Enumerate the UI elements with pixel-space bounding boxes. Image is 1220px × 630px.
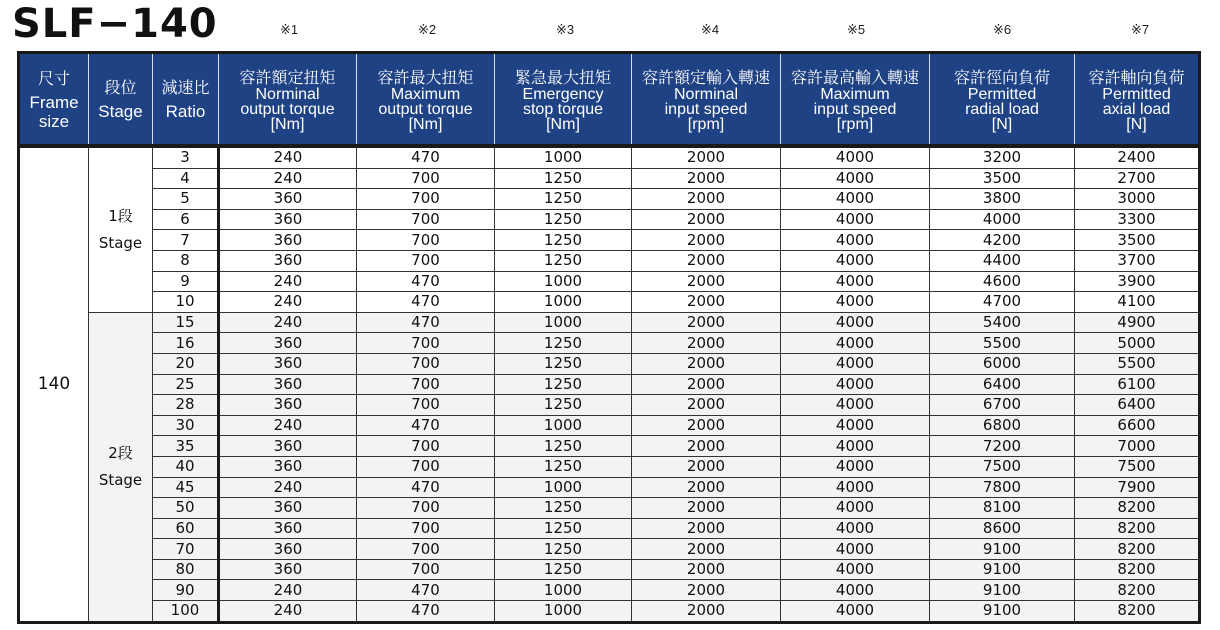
- value-cell: 4000: [781, 477, 930, 498]
- value-cell: 700: [357, 395, 495, 416]
- value-cell: 240: [219, 601, 357, 623]
- value-cell: 240: [219, 580, 357, 601]
- value-cell: 3500: [930, 168, 1075, 189]
- value-cell: 7800: [930, 477, 1075, 498]
- header-label-en: axial load: [1102, 100, 1171, 118]
- value-cell: 360: [219, 395, 357, 416]
- value-cell: 3000: [1075, 189, 1200, 210]
- value-cell: 470: [357, 580, 495, 601]
- value-cell: 4000: [781, 518, 930, 539]
- value-cell: 700: [357, 559, 495, 580]
- value-cell: 4000: [781, 146, 930, 168]
- value-cell: 7500: [1075, 456, 1200, 477]
- value-cell: 2000: [632, 312, 781, 333]
- value-cell: 2400: [1075, 146, 1200, 168]
- value-cell: 1000: [495, 146, 632, 168]
- value-cell: 1250: [495, 250, 632, 271]
- header-label-cn: 尺寸: [37, 68, 70, 88]
- value-cell: 9100: [930, 601, 1075, 623]
- ratio-cell: 15: [153, 312, 219, 333]
- table-row: [19, 498, 1200, 519]
- stage-cell: [89, 312, 153, 622]
- value-cell: 4000: [781, 250, 930, 271]
- value-cell: 360: [219, 333, 357, 354]
- page-title: SLF−140: [12, 1, 218, 47]
- value-cell: 2000: [632, 189, 781, 210]
- value-cell: 4000: [781, 580, 930, 601]
- header-label-en: [Nm]: [270, 115, 305, 133]
- table-header-row: [19, 53, 1200, 147]
- ratio-cell: 60: [153, 518, 219, 539]
- value-cell: 5500: [930, 333, 1075, 354]
- value-cell: 2000: [632, 456, 781, 477]
- value-cell: 3700: [1075, 250, 1200, 271]
- value-cell: 470: [357, 477, 495, 498]
- value-cell: 4400: [930, 250, 1075, 271]
- stage-label-en: Stage: [98, 470, 143, 489]
- value-cell: 8200: [1075, 580, 1200, 601]
- header-label-en: Norminal: [255, 85, 320, 103]
- header-label-en: [rpm]: [687, 115, 725, 133]
- value-cell: 9100: [930, 559, 1075, 580]
- value-cell: 700: [357, 374, 495, 395]
- value-cell: 470: [357, 146, 495, 168]
- value-cell: 8200: [1075, 518, 1200, 539]
- value-cell: 6700: [930, 395, 1075, 416]
- value-cell: 2000: [632, 539, 781, 560]
- ratio-cell: 70: [153, 539, 219, 560]
- header-label-en: Ratio: [165, 102, 206, 121]
- value-cell: 8200: [1075, 539, 1200, 560]
- value-cell: 2000: [632, 518, 781, 539]
- value-cell: 700: [357, 456, 495, 477]
- ratio-cell: 3: [153, 146, 219, 168]
- value-cell: 2000: [632, 395, 781, 416]
- value-cell: 8200: [1075, 601, 1200, 623]
- value-cell: 700: [357, 436, 495, 457]
- value-cell: 360: [219, 230, 357, 251]
- value-cell: 1000: [495, 601, 632, 623]
- table-row: [19, 518, 1200, 539]
- value-cell: 1250: [495, 559, 632, 580]
- value-cell: 700: [357, 353, 495, 374]
- header-stage: [89, 53, 153, 147]
- ratio-cell: 80: [153, 559, 219, 580]
- value-cell: 6000: [930, 353, 1075, 374]
- value-cell: 8600: [930, 518, 1075, 539]
- value-cell: 1250: [495, 209, 632, 230]
- value-cell: 5400: [930, 312, 1075, 333]
- header-label-en: Permitted: [1102, 85, 1171, 103]
- value-cell: 4000: [781, 539, 930, 560]
- value-cell: 470: [357, 415, 495, 436]
- header-label-en: [N]: [991, 115, 1013, 133]
- header-label-cn: 容許軸向負荷: [1088, 67, 1185, 87]
- value-cell: 4000: [781, 168, 930, 189]
- value-cell: 4000: [781, 374, 930, 395]
- value-cell: 4000: [781, 230, 930, 251]
- stage-label-cn: 2段: [108, 443, 133, 462]
- value-cell: 360: [219, 518, 357, 539]
- value-cell: 3200: [930, 146, 1075, 168]
- table-row: [19, 395, 1200, 416]
- value-cell: 470: [357, 271, 495, 292]
- header-label-en: Permitted: [967, 85, 1037, 103]
- ratio-cell: 4: [153, 168, 219, 189]
- value-cell: 2000: [632, 209, 781, 230]
- value-cell: 2000: [632, 168, 781, 189]
- table-row: [19, 353, 1200, 374]
- value-cell: 1250: [495, 498, 632, 519]
- header-label-en: input speed: [664, 100, 748, 118]
- value-cell: 360: [219, 209, 357, 230]
- table-body: [19, 146, 1200, 622]
- value-cell: 1250: [495, 395, 632, 416]
- header-permitted-axial-load: [1075, 53, 1200, 147]
- ratio-cell: 20: [153, 353, 219, 374]
- table-row: [19, 415, 1200, 436]
- table-row: [19, 477, 1200, 498]
- stage-label-cn: 1段: [108, 206, 133, 225]
- value-cell: 2000: [632, 498, 781, 519]
- value-cell: 1000: [495, 580, 632, 601]
- value-cell: 470: [357, 312, 495, 333]
- stage-label-en: Stage: [98, 233, 143, 252]
- header-nominal-input-speed: [632, 53, 781, 147]
- value-cell: 7500: [930, 456, 1075, 477]
- header-label-en: size: [38, 111, 70, 131]
- table-row: [19, 456, 1200, 477]
- header-label-en: Stage: [98, 102, 143, 121]
- table-row: [19, 559, 1200, 580]
- value-cell: 4200: [930, 230, 1075, 251]
- header-label-en: [N]: [1126, 115, 1147, 133]
- header-label-cn: 段位: [104, 78, 137, 97]
- value-cell: 700: [357, 539, 495, 560]
- header-label-cn: 容許額定扭矩: [239, 67, 336, 87]
- value-cell: 7900: [1075, 477, 1200, 498]
- table-row: [19, 209, 1200, 230]
- header-label-en: [rpm]: [836, 115, 874, 133]
- header-label-en: [Nm]: [546, 115, 580, 133]
- value-cell: 470: [357, 292, 495, 313]
- value-cell: 2000: [632, 415, 781, 436]
- value-cell: 3900: [1075, 271, 1200, 292]
- table-row: [19, 168, 1200, 189]
- header-nominal-output-torque: [219, 53, 357, 147]
- value-cell: 2000: [632, 146, 781, 168]
- value-cell: 7200: [930, 436, 1075, 457]
- value-cell: 360: [219, 539, 357, 560]
- value-cell: 360: [219, 353, 357, 374]
- table-row: [19, 292, 1200, 313]
- value-cell: 4000: [781, 601, 930, 623]
- note-mark-3: ※3: [555, 22, 575, 37]
- ratio-cell: 50: [153, 498, 219, 519]
- value-cell: 4000: [781, 209, 930, 230]
- value-cell: 6400: [930, 374, 1075, 395]
- value-cell: 240: [219, 168, 357, 189]
- value-cell: 8200: [1075, 559, 1200, 580]
- header-max-input-speed: [781, 53, 930, 147]
- ratio-cell: 7: [153, 230, 219, 251]
- value-cell: 4000: [781, 312, 930, 333]
- ratio-cell: 6: [153, 209, 219, 230]
- table-row: [19, 601, 1200, 623]
- table-row: [19, 146, 1200, 168]
- header-label-en: output torque: [378, 100, 473, 118]
- stage-cell: [89, 146, 153, 312]
- table-row: [19, 580, 1200, 601]
- value-cell: 360: [219, 250, 357, 271]
- header-label-en: input speed: [813, 100, 897, 118]
- note-mark-7: ※7: [1130, 22, 1150, 37]
- ratio-cell: 100: [153, 601, 219, 623]
- value-cell: 700: [357, 333, 495, 354]
- value-cell: 360: [219, 559, 357, 580]
- ratio-cell: 16: [153, 333, 219, 354]
- value-cell: 2700: [1075, 168, 1200, 189]
- table-row: [19, 374, 1200, 395]
- value-cell: 4000: [781, 498, 930, 519]
- value-cell: 470: [357, 601, 495, 623]
- value-cell: 1250: [495, 333, 632, 354]
- value-cell: 700: [357, 230, 495, 251]
- value-cell: 360: [219, 498, 357, 519]
- value-cell: 360: [219, 189, 357, 210]
- value-cell: 2000: [632, 271, 781, 292]
- header-label-cn: 容許額定輸入轉速: [641, 67, 770, 87]
- header-label-en: Norminal: [673, 85, 738, 103]
- ratio-cell: 40: [153, 456, 219, 477]
- value-cell: 2000: [632, 477, 781, 498]
- value-cell: 6800: [930, 415, 1075, 436]
- ratio-cell: 5: [153, 189, 219, 210]
- value-cell: 240: [219, 415, 357, 436]
- value-cell: 1000: [495, 312, 632, 333]
- value-cell: 3300: [1075, 209, 1200, 230]
- table-row: [19, 250, 1200, 271]
- note-mark-6: ※6: [992, 22, 1012, 37]
- value-cell: 1000: [495, 271, 632, 292]
- value-cell: 2000: [632, 250, 781, 271]
- header-permitted-radial-load: [930, 53, 1075, 147]
- table-row: [19, 230, 1200, 251]
- value-cell: 2000: [632, 559, 781, 580]
- header-label-en: [Nm]: [408, 115, 443, 133]
- note-mark-2: ※2: [417, 22, 437, 37]
- value-cell: 2000: [632, 333, 781, 354]
- value-cell: 700: [357, 498, 495, 519]
- value-cell: 240: [219, 146, 357, 168]
- frame-size-cell: 140: [19, 146, 89, 622]
- value-cell: 4600: [930, 271, 1075, 292]
- value-cell: 360: [219, 436, 357, 457]
- value-cell: 5000: [1075, 333, 1200, 354]
- value-cell: 4100: [1075, 292, 1200, 313]
- ratio-cell: 9: [153, 271, 219, 292]
- ratio-cell: 28: [153, 395, 219, 416]
- value-cell: 2000: [632, 601, 781, 623]
- header-label-en: stop torque: [522, 100, 604, 118]
- table-row: [19, 189, 1200, 210]
- value-cell: 4000: [781, 333, 930, 354]
- table-row: [19, 312, 1200, 333]
- header-emergency-stop-torque: [495, 53, 632, 147]
- value-cell: 240: [219, 292, 357, 313]
- header-label-cn: 緊急最大扭矩: [514, 67, 611, 87]
- value-cell: 1000: [495, 415, 632, 436]
- value-cell: 2000: [632, 353, 781, 374]
- value-cell: 360: [219, 456, 357, 477]
- value-cell: 1000: [495, 477, 632, 498]
- value-cell: 700: [357, 189, 495, 210]
- value-cell: 2000: [632, 374, 781, 395]
- value-cell: 1250: [495, 456, 632, 477]
- value-cell: 700: [357, 518, 495, 539]
- value-cell: 4000: [781, 415, 930, 436]
- header-label-cn: 容許最大扭矩: [377, 67, 474, 87]
- value-cell: 9100: [930, 539, 1075, 560]
- value-cell: 240: [219, 312, 357, 333]
- ratio-cell: 90: [153, 580, 219, 601]
- value-cell: 3500: [1075, 230, 1200, 251]
- value-cell: 2000: [632, 580, 781, 601]
- value-cell: 1250: [495, 539, 632, 560]
- header-label-en: Maximum: [390, 85, 461, 103]
- value-cell: 360: [219, 374, 357, 395]
- value-cell: 4000: [781, 353, 930, 374]
- value-cell: 8200: [1075, 498, 1200, 519]
- ratio-cell: 10: [153, 292, 219, 313]
- value-cell: 4000: [781, 271, 930, 292]
- ratio-cell: 8: [153, 250, 219, 271]
- value-cell: 4000: [781, 292, 930, 313]
- value-cell: 4900: [1075, 312, 1200, 333]
- ratio-cell: 35: [153, 436, 219, 457]
- header-frame-size: [19, 53, 89, 147]
- value-cell: 1250: [495, 518, 632, 539]
- value-cell: 240: [219, 271, 357, 292]
- note-mark-5: ※5: [846, 22, 866, 37]
- value-cell: 700: [357, 250, 495, 271]
- spec-table: [17, 51, 1201, 624]
- value-cell: 6600: [1075, 415, 1200, 436]
- ratio-cell: 25: [153, 374, 219, 395]
- value-cell: 6400: [1075, 395, 1200, 416]
- value-cell: 4000: [781, 456, 930, 477]
- ratio-cell: 45: [153, 477, 219, 498]
- value-cell: 4000: [930, 209, 1075, 230]
- value-cell: 6100: [1075, 374, 1200, 395]
- table-row: [19, 436, 1200, 457]
- value-cell: 9100: [930, 580, 1075, 601]
- value-cell: 1000: [495, 292, 632, 313]
- value-cell: 240: [219, 477, 357, 498]
- value-cell: 4700: [930, 292, 1075, 313]
- header-label-cn: 容許最高輸入轉速: [790, 67, 919, 87]
- value-cell: 2000: [632, 292, 781, 313]
- header-label-en: Emergency: [522, 85, 604, 103]
- value-cell: 1250: [495, 353, 632, 374]
- value-cell: 5500: [1075, 353, 1200, 374]
- value-cell: 1250: [495, 189, 632, 210]
- value-cell: 1250: [495, 230, 632, 251]
- value-cell: 700: [357, 168, 495, 189]
- note-mark-1: ※1: [279, 22, 299, 37]
- table-row: [19, 333, 1200, 354]
- header-ratio: [153, 53, 219, 147]
- value-cell: 4000: [781, 436, 930, 457]
- value-cell: 8100: [930, 498, 1075, 519]
- value-cell: 1250: [495, 436, 632, 457]
- header-label-en: Maximum: [820, 85, 890, 103]
- header-label-en: radial load: [965, 100, 1039, 118]
- value-cell: 4000: [781, 395, 930, 416]
- value-cell: 4000: [781, 559, 930, 580]
- note-mark-4: ※4: [700, 22, 720, 37]
- header-label-cn: 減速比: [161, 78, 210, 97]
- value-cell: 1250: [495, 374, 632, 395]
- header-label-en: Frame: [29, 92, 79, 112]
- table-row: [19, 271, 1200, 292]
- value-cell: 2000: [632, 436, 781, 457]
- value-cell: 4000: [781, 189, 930, 210]
- value-cell: 3800: [930, 189, 1075, 210]
- value-cell: 7000: [1075, 436, 1200, 457]
- table-row: [19, 539, 1200, 560]
- value-cell: 1250: [495, 168, 632, 189]
- header-label-en: output torque: [240, 100, 335, 118]
- value-cell: 700: [357, 209, 495, 230]
- header-max-output-torque: [357, 53, 495, 147]
- value-cell: 2000: [632, 230, 781, 251]
- ratio-cell: 30: [153, 415, 219, 436]
- header-label-cn: 容許徑向負荷: [953, 67, 1050, 87]
